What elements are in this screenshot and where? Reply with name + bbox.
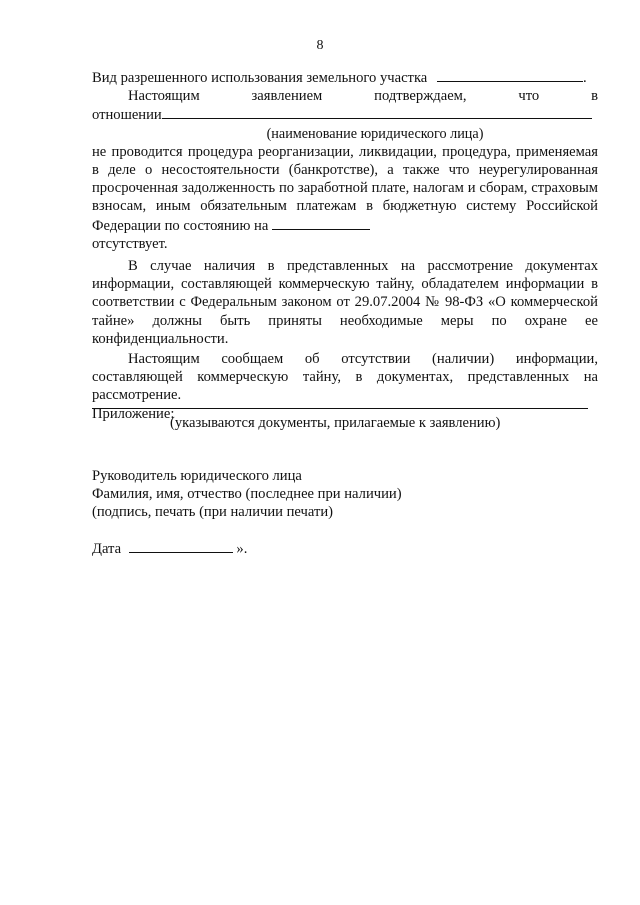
attachment-label: Приложение: — [92, 405, 175, 422]
entity-name-field[interactable] — [162, 105, 592, 119]
signature-sign: (подпись, печать (при наличии печати) — [92, 504, 334, 520]
date-label: Дата — [92, 541, 122, 557]
date-end: ». — [236, 541, 248, 557]
declaration-word: в — [591, 88, 598, 105]
notify-paragraph: Настоящим сообщаем об отсутствии (наличии) информации, составляющей коммерческую тайну, в документах, представленных на рассмотрение. — [92, 351, 598, 404]
date-line — [92, 539, 247, 558]
land-use-label: Вид разрешенного использования земельного участка — [92, 70, 428, 86]
land-use-field[interactable] — [437, 68, 583, 82]
declaration-end: отсутствует. — [92, 235, 168, 252]
entity-caption: (наименование юридического лица) — [266, 125, 484, 142]
attachment-caption: (указываются документы, прилагаемые к заявлению) — [170, 415, 501, 431]
declaration-word: подтверждаем, — [374, 88, 467, 105]
land-use-end: . — [582, 70, 587, 86]
document-body — [92, 68, 598, 423]
attachment-field[interactable] — [92, 408, 588, 409]
regarding-label: отношении — [92, 107, 162, 124]
confidential-paragraph: В случае наличия в представленных на рассмотрение документах информации, составляющей коммерческую тайну, обладателем информации в соответствии с Федеральным законом от 29.07.2004 № 98-ФЗ «О коммерческой тайне» должны быть приняты необходимые меры по охране ее конфиденциальности. — [92, 258, 598, 347]
declaration-text — [92, 143, 598, 235]
land-use-line — [92, 68, 598, 87]
page-number: 8 — [316, 38, 324, 53]
regarding-line — [92, 105, 598, 124]
signature-head: Руководитель юридического лица — [92, 468, 302, 484]
date-field[interactable] — [129, 539, 233, 553]
declaration-body: не проводится процедура реорганизации, ликвидации, процедура, применяемая в деле о несостоятельности (банкротстве), а также что неурегулированная просроченная задолженность по заработной плате, налогам и сборам, страховым взносам, иным обязательным платежам в бюджетную систему Российской Федерации по состоянию на — [92, 143, 598, 234]
signature-name: Фамилия, имя, отчество (последнее при наличии) — [92, 486, 402, 502]
debt-date-field[interactable] — [272, 216, 370, 230]
declaration-intro — [92, 87, 598, 105]
declaration-word: Настоящим — [128, 88, 200, 105]
declaration-word: что — [518, 88, 540, 105]
declaration-word: заявлением — [251, 88, 323, 105]
